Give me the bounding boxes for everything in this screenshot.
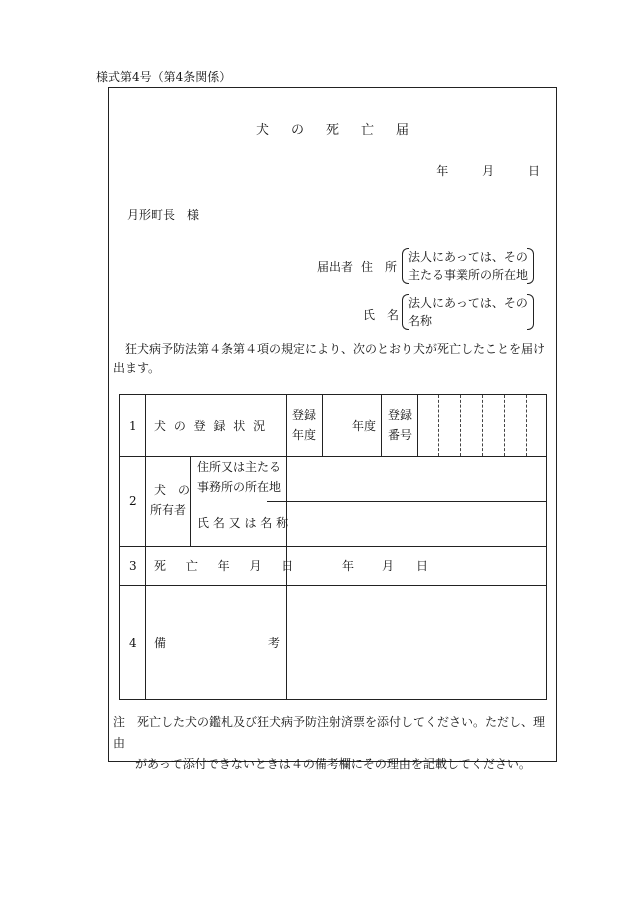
note (113, 712, 553, 775)
fiscal-year-label: 年度 (352, 419, 377, 433)
applicant-label: 届出者 (317, 260, 354, 274)
death-month: 月 (382, 559, 395, 573)
note-line2: があって添付できないときは４の備考欄にその理由を記載してください。 (135, 757, 531, 771)
reg-year-label-1: 登録 (292, 408, 317, 422)
date-month: 月 (482, 164, 495, 178)
owner-address-label-2: 事務所の所在地 (197, 480, 282, 494)
address-note (402, 248, 534, 284)
death-day: 日 (416, 559, 429, 573)
address-note-line1: 法人にあっては、その (408, 250, 528, 264)
owner-label-2: 所有者 (150, 503, 187, 517)
death-year: 年 (342, 559, 355, 573)
row3-label: 死 亡 年 月 日 (154, 559, 302, 573)
submission-date (436, 162, 540, 179)
row4-number: 4 (129, 636, 137, 650)
row2-number: 2 (129, 494, 137, 508)
name-label: 氏 名 (363, 308, 400, 322)
name-note-line2: 名称 (408, 314, 433, 328)
recipient: 月形町長 様 (127, 208, 200, 222)
statement: 狂犬病予防法第４条第４項の規定により、次のとおり犬が死亡したことを届け出ます。 (113, 342, 546, 375)
date-day: 日 (527, 164, 540, 178)
owner-label-1: 犬 の (154, 483, 191, 497)
form-frame (108, 87, 557, 771)
reg-year-label-2: 年度 (292, 428, 317, 442)
reg-number-label-1: 登録 (388, 408, 413, 422)
remarks-label-left: 備 (154, 636, 167, 650)
name-note-line1: 法人にあっては、その (408, 296, 528, 310)
address-note-line2: 主たる事業所の所在地 (408, 268, 529, 282)
owner-address-label-1: 住所又は主たる (197, 460, 282, 474)
document-title: 犬の死亡届 (255, 123, 431, 138)
death-report-table (119, 394, 547, 700)
row3-number: 3 (129, 559, 137, 573)
note-line1: 注 死亡した犬の鑑札及び狂犬病予防注射済票を添付してください。ただし、理由 (113, 715, 546, 750)
remarks-label-right: 考 (268, 636, 281, 650)
row1-number: 1 (129, 419, 137, 433)
form-number: 様式第4号（第4条関係） (96, 70, 232, 84)
date-year: 年 (436, 164, 449, 178)
address-label: 住 所 (361, 260, 398, 274)
reg-number-label-2: 番号 (388, 428, 413, 442)
owner-name-label: 氏 名 又 は 名 称 (197, 516, 289, 530)
name-note (402, 294, 534, 330)
row1-label: 犬 の 登 録 状 況 (154, 419, 268, 433)
